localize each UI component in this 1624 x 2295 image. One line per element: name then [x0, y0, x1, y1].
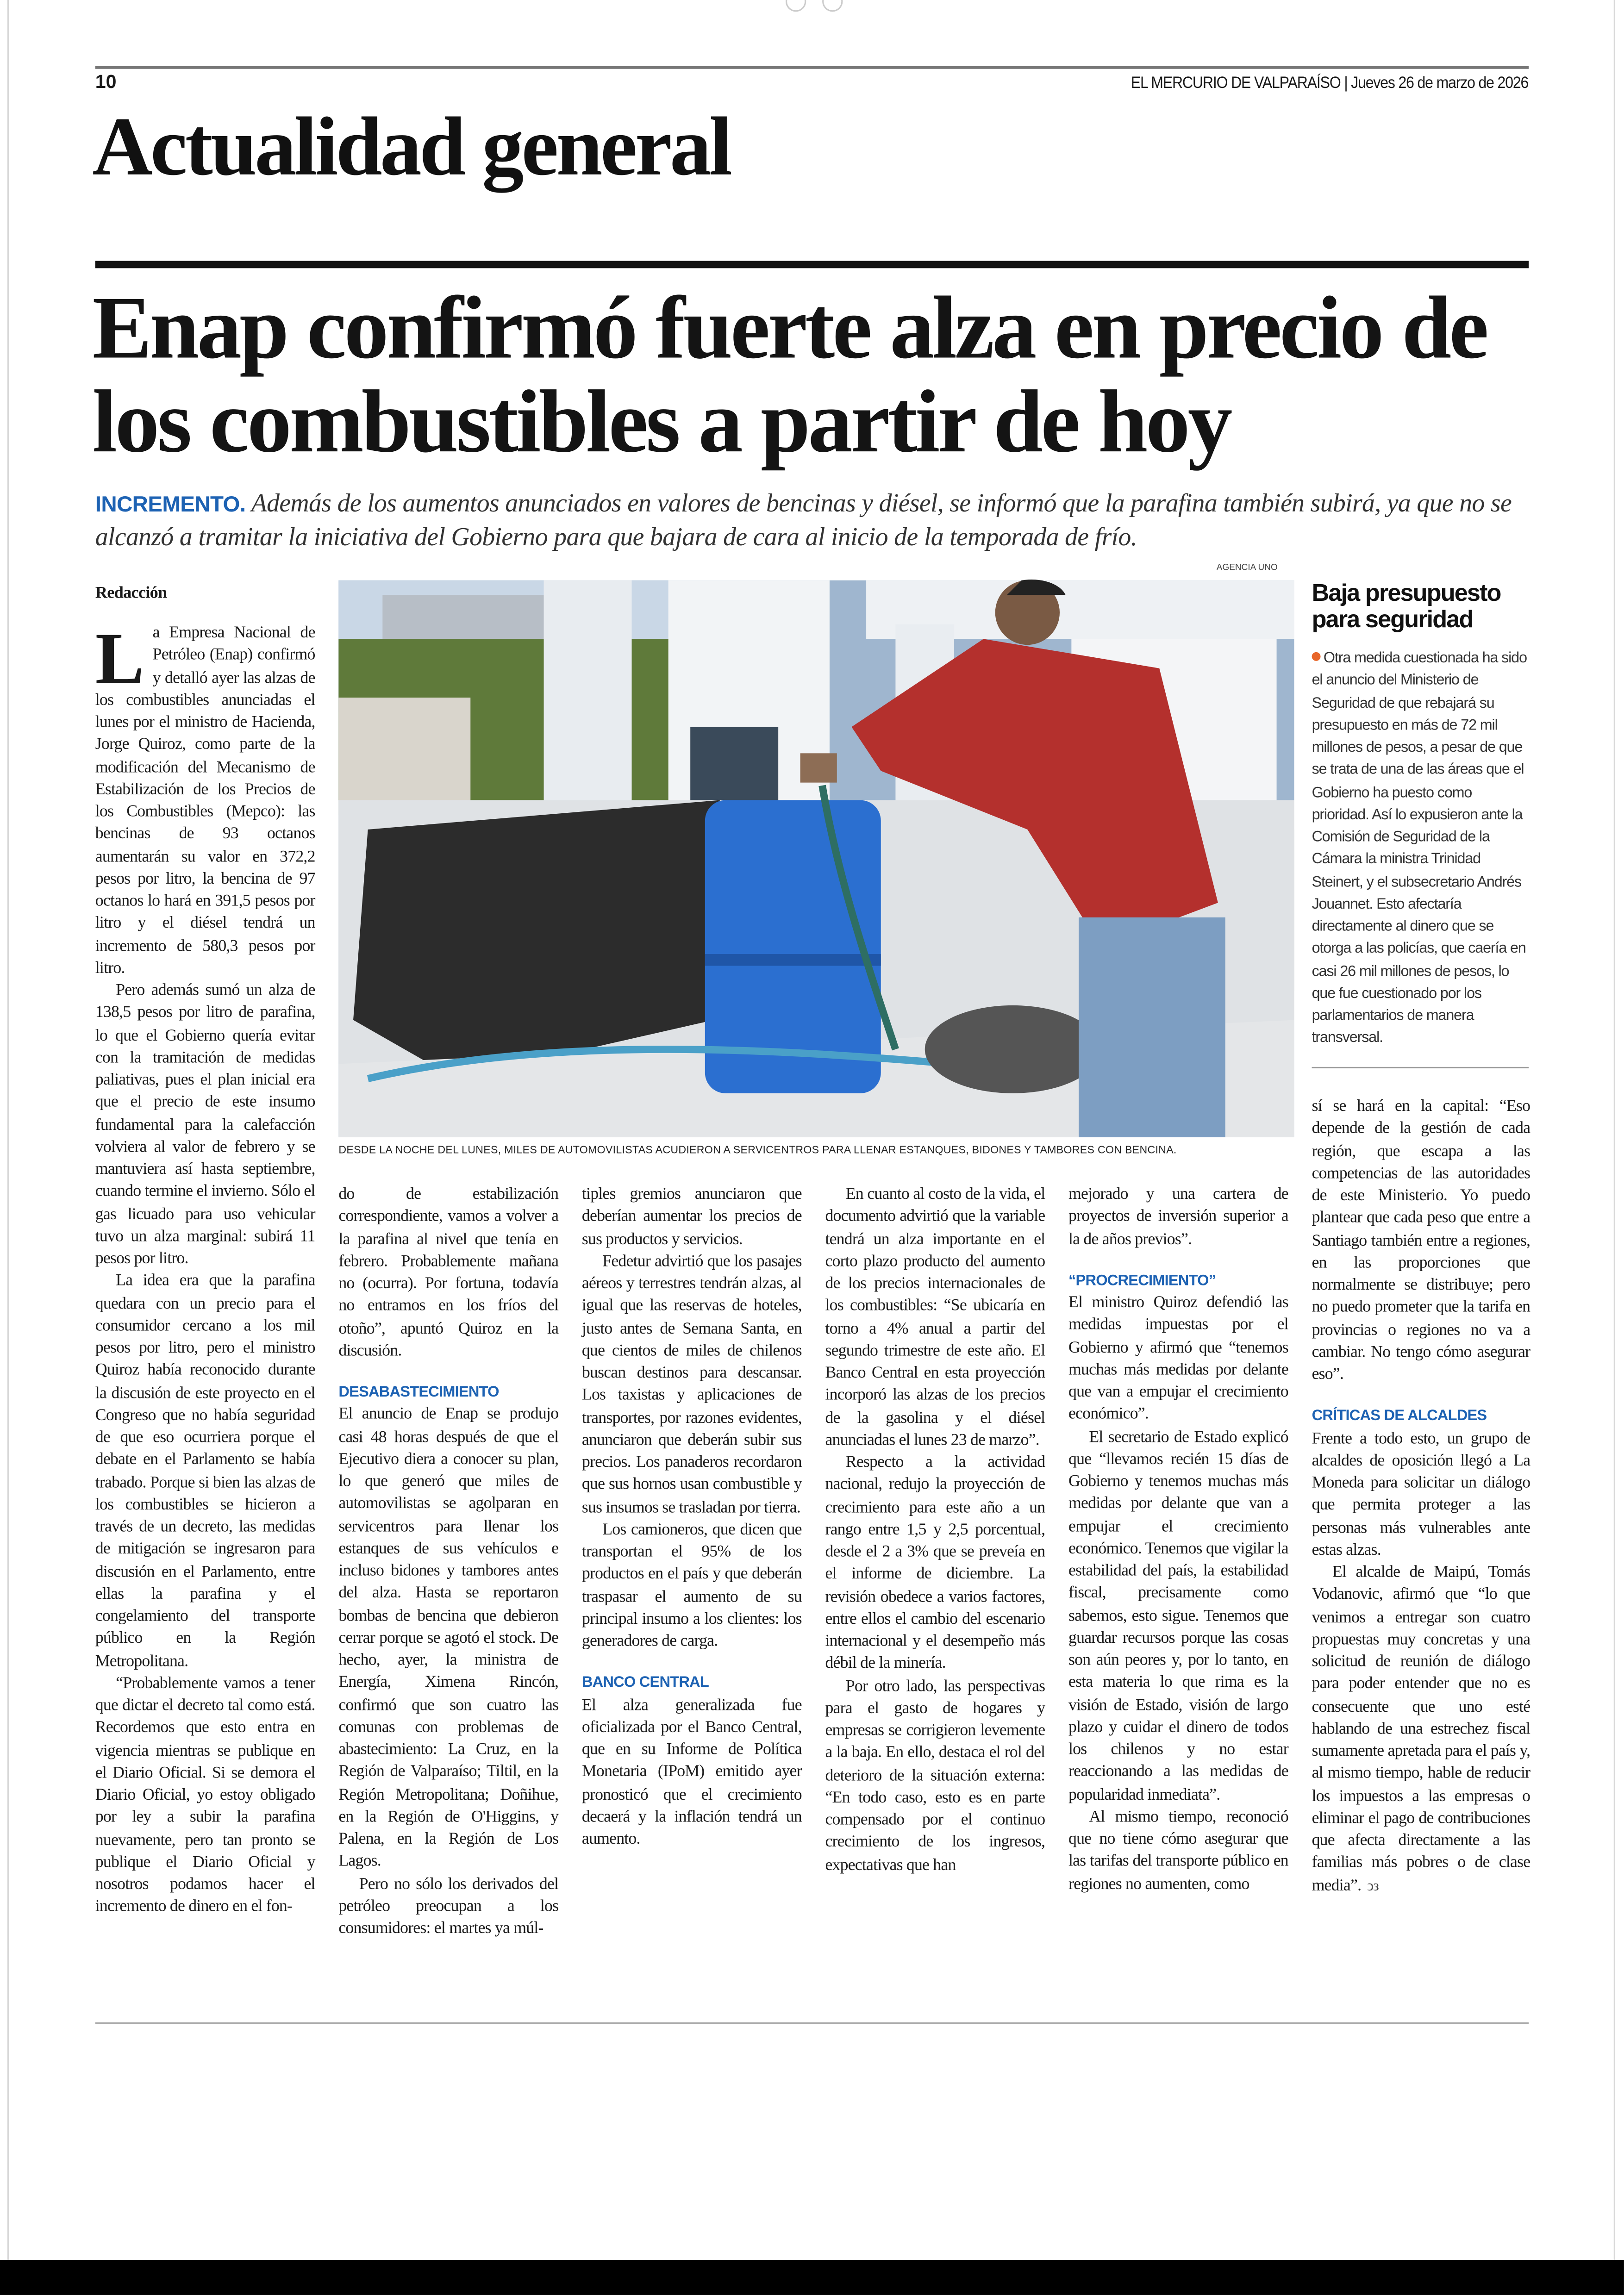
top-rule: [95, 66, 1529, 69]
article-paragraph: El secretario de Estado explicó que “llevamos recién 15 días de Gobierno y tenemos muchas más medidas por delante que van a empujar el crecimiento económico. Tenemos que vigilar la estabilidad del país, la estabilidad fiscal, precisamente como sabemos, esto sigue. Tenemos que guardar recursos porque las cosas son aún peores y, por lo tanto, en esta materia lo que rima es la visión de Estado, visión de largo plazo y cuidar el dinero de todos los chilenos y no estar reaccionando a las medidas de popularidad inmediata”.: [1068, 1428, 1288, 1803]
drop-cap: L: [95, 617, 144, 699]
article-paragraph: Por otro lado, las perspectivas para el gasto de hogares y empresas se corrigieron levemente a la baja. En ello, destaca el rol del deterioro de la situación externa: “En todo caso, esto es en parte compensado por el continuo crecimiento de los ingresos, expectativas que han: [825, 1677, 1045, 1874]
article-paragraph: Frente a todo esto, un grupo de alcaldes de oposición llegó a La Moneda para solicitar un diálogo que permita proteger a las personas más vulnerables ante estas alzas.: [1312, 1429, 1530, 1559]
article-column-4: [825, 1184, 1045, 1902]
viewer-bottom-bar: [0, 2260, 1624, 2295]
article-paragraph: sí se hará en la capital: “Eso depende de la gestión de cada región, que escapa a las competencias de las autoridades de este Ministerio. Yo puedo plantear que cada peso que entre a Santiago también entre a regiones, en las proporciones que normalmente se distribuye; pero no puedo prometer que la tarifa en provincias o regiones no va a cambiar. No tengo cómo asegurar eso”.: [1312, 1098, 1530, 1384]
deck-kicker: INCREMENTO.: [95, 492, 246, 518]
deck-text: Además de los aumentos anunciados en valores de bencinas y diésel, se informó que la parafina también subirá, ya que no se alcanzó a tramitar la iniciativa del Gobierno para que bajara de cara al inicio de la temporada de frío.: [95, 488, 1512, 551]
article-column-1: [95, 585, 315, 1916]
page-edge-left: [7, 0, 9, 2260]
masthead-dateline: EL MERCURIO DE VALPARAÍSO | Jueves 26 de marzo de 2026: [1131, 75, 1529, 93]
page-edge-right: [1614, 0, 1615, 2260]
article-paragraph: Pero además sumó un alza de 138,5 pesos por litro de parafina, lo que el Gobierno quería evitar con la tramitación de medidas paliativas, pues el plan inicial era que el precio de este insumo fundamental para la calefacción volviera al valor de febrero y se mantuviera así hasta septiembre, cuando termine el invierno. Sólo el gas licuado para uso vehicular tuvo un alza marginal: subirá 11 pesos por litro.: [95, 982, 315, 1268]
sidebar-divider: [1312, 1067, 1529, 1068]
sidebar-body: Otra medida cuestionada ha sido el anuncio del Ministerio de Seguridad de que rebajará su presupuesto en más de 72 mil millones de pesos, a pesar de que se trata de una de las áreas que el Gobierno ha puesto como prioridad. Así lo expusieron ante la Comisión de Seguridad de la Cámara la ministra Trinidad Steinert, y el subsecretario Andrés Jouannet. Esto afectaría directamente al dinero que se otorga a las policías, que caería en casi 26 mil millones de pesos, lo que fue cuestionado por los parlamentarios de manera transversal.: [1312, 650, 1527, 1047]
article-paragraph: Fedetur advirtió que los pasajes aéreos y terrestres tendrán alzas, al igual que las reservas de hoteles, justo antes de Semana Santa, en que cientos de miles de chilenos buscan destinos para descansar. Los taxistas y aplicaciones de transportes, por razones evidentes, anunciaron que deberán subir sus precios. Los panaderos recordaron que sus hornos usan combustible y sus insumos se trasladan por tierra.: [581, 1253, 802, 1516]
photo-credit: AGENCIA UNO: [1216, 564, 1278, 573]
bullet-icon: [1312, 652, 1321, 661]
section-title: Actualidad general: [92, 101, 731, 193]
article-paragraph: En cuanto al costo de la vida, el documento advirtió que la variable tendrá un alza importante en el corto plazo producto del aumento de los precios internacionales de los combustibles: “Se ubicaría en torno a 4% anual a partir del segundo trimestre de este año. El Banco Central en esta proyección incorporó las alzas de los precios de la gasolina y el diésel anunciadas el lunes 23 de marzo”.: [825, 1185, 1045, 1449]
article-column-2: [338, 1184, 559, 1938]
article-paragraph: El ministro Quiroz defendió las medidas impuestas por el Gobierno y afirmó que “tenemos muchas más medidas por delante que van a empujar el crecimiento económico”.: [1068, 1294, 1288, 1423]
page-bottom-rule: [95, 2022, 1529, 2024]
article-paragraph: Respecto a la actividad nacional, redujo la proyección de crecimiento para este año a un rango entre 1,5 y 2,5 porcentual, desde el 2 a 3% que se preveía en el informe de diciembre. La revisión obedece a varios factores, entre ellos el cambio del escenario internacional y el desempeño más débil de la minería.: [825, 1453, 1045, 1673]
subheading: “PROCRECIMIENTO”: [1068, 1273, 1216, 1290]
sidebar-box: [1312, 580, 1532, 1050]
article-column-3: [582, 1184, 802, 1902]
article-paragraph: Al mismo tiempo, reconoció que no tiene cómo asegurar que las tarifas del transporte público en regiones no aumenten, como: [1068, 1808, 1288, 1893]
article-paragraph: tiples gremios anunciaron que deberían aumentar los precios de sus productos y servicios.: [581, 1185, 802, 1248]
page-number: 10: [95, 70, 117, 93]
byline: Redacción: [95, 585, 167, 603]
subheading: BANCO CENTRAL: [581, 1675, 709, 1692]
article-paragraph: El alza generalizada fue oficializada por el Banco Central, que en su Informe de Política Monetaria (IPoM) emitido ayer pronosticó que el crecimiento decaerá y la inflación tendrá un aumento.: [581, 1696, 802, 1848]
section-rule: [95, 261, 1529, 268]
article-paragraph: El alcalde de Maipú, Tomás Vodanovic, afirmó que “lo que venimos a entregar son cuatro propuestas muy concretas y una solicitud de reunión de diálogo para poder entender que no es consecuente que uno esté hablando de una estrechez fiscal sumamente apretada para el país y, al mismo tiempo, hable de reducir los impuestos a las empresas o eliminar el pago de contribuciones que afecta directamente a las familias más pobres o de clase media”. ↄз: [1312, 1564, 1530, 1895]
article-paragraph: La idea era que la parafina quedara con un precio para el consumidor cercano a los mil pesos por litro, pero el ministro Quiroz había reconocido durante la discusión de este proyecto en el Congreso que no había seguridad de que eso ocurriera porque el debate en el Parlamento se había trabado. Porque si bien las alzas de los combustibles se hicieron a través de un decreto, las medidas de mitigación se ingresaron para discusión en el Parlamento, entre ellas la parafina y el congelamiento del transporte público en la Región Metropolitana.: [95, 1272, 315, 1670]
article-column-5: [1068, 1184, 1288, 1902]
article-column-6: [1312, 1096, 1530, 1909]
photo-caption: DESDE LA NOCHE DEL LUNES, MILES DE AUTOMOVILISTAS ACUDIERON A SERVICENTROS PARA LLENAR ESTANQUES, BIDONES Y TAMBORES CON BENCINA.: [338, 1143, 1177, 1156]
article-paragraph: “Probablemente vamos a tener que dictar el decreto tal como está. Recordemos que esto entra en vigencia mientras se publique en el Diario Oficial. Si se demora el Diario Oficial, yo estoy obligado por ley a subir la parafina nuevamente, pero tan pronto se publique el Diario Oficial y nosotros podamos hacer el incremento de dinero en el fon-: [95, 1674, 315, 1916]
article-paragraph: mejorado y una cartera de proyectos de inversión superior a la de años previos”.: [1068, 1185, 1288, 1248]
article-headline: Enap confirmó fuerte alza en precio de los combustibles a partir de hoy: [92, 280, 1487, 472]
article-paragraph: Los camioneros, que dicen que transportan el 95% de los productos en el país y que deberán traspasar el aumento de su principal insumo a los clientes: los generadores de carga.: [581, 1521, 802, 1650]
article-paragraph: do de estabilización correspondiente, vamos a volver a la parafina al nivel que tenía en febrero. Probablemente mañana no (ocurra). Por fortuna, todavía no entramos en los fríos del otoño”, apuntó Quiroz en la discusión.: [338, 1185, 559, 1360]
subheading: DESABASTECIMIENTO: [338, 1384, 499, 1401]
article-paragraph: Pero no sólo los derivados del petróleo preocupan a los consumidores: el martes ya múl-: [338, 1875, 559, 1938]
subheading: CRÍTICAS DE ALCALDES: [1312, 1409, 1487, 1425]
sidebar-title: Baja presupuesto para seguridad: [1312, 580, 1501, 633]
article-paragraph: El anuncio de Enap se produjo casi 48 horas después de que el Ejecutivo diera a conocer su plan, lo que generó que miles de automovilistas se agolparan en servicentros para llenar los estanques de sus vehículos e incluso bidones y tambores antes del alza. Hasta se reportaron bombas de bencina que debieron cerrar porque se agotó el stock. De hecho, ayer, la ministra de Energía, Ximena Rincón, confirmó que son cuatro las comunas con problemas de abastecimiento: La Cruz, en la Región de Valparaíso; Tiltil, en la Región Metropolitana; Doñihue, en la Región de O'Higgins, y Palena, en la Región de Los Lagos.: [338, 1405, 559, 1871]
end-of-article-icon: ↄз: [1367, 1878, 1379, 1895]
scroll-indicator-icon[interactable]: [822, 0, 843, 12]
article-paragraph: L a Empresa Nacional de Petróleo (Enap) confirmó y detalló ayer las alzas de los combustibles anunciadas el lunes por el ministro de Hacienda, Jorge Quiroz, como parte de la modificación del Mecanismo de Estabilización de los Precios de los Combustibles (Mepco): las bencinas de 93 octanos aumentarán su valor en 372,2 pesos por litro, la bencina de 97 octanos lo hará en 391,5 pesos por litro y el diésel tendrá un incremento de 580,3 pesos por litro.: [95, 617, 315, 977]
scroll-indicator-icon[interactable]: [786, 0, 806, 12]
article-photo: [338, 580, 1294, 1137]
photo-gas-station-scene: [338, 580, 1294, 1137]
article-deck: [95, 486, 1532, 554]
